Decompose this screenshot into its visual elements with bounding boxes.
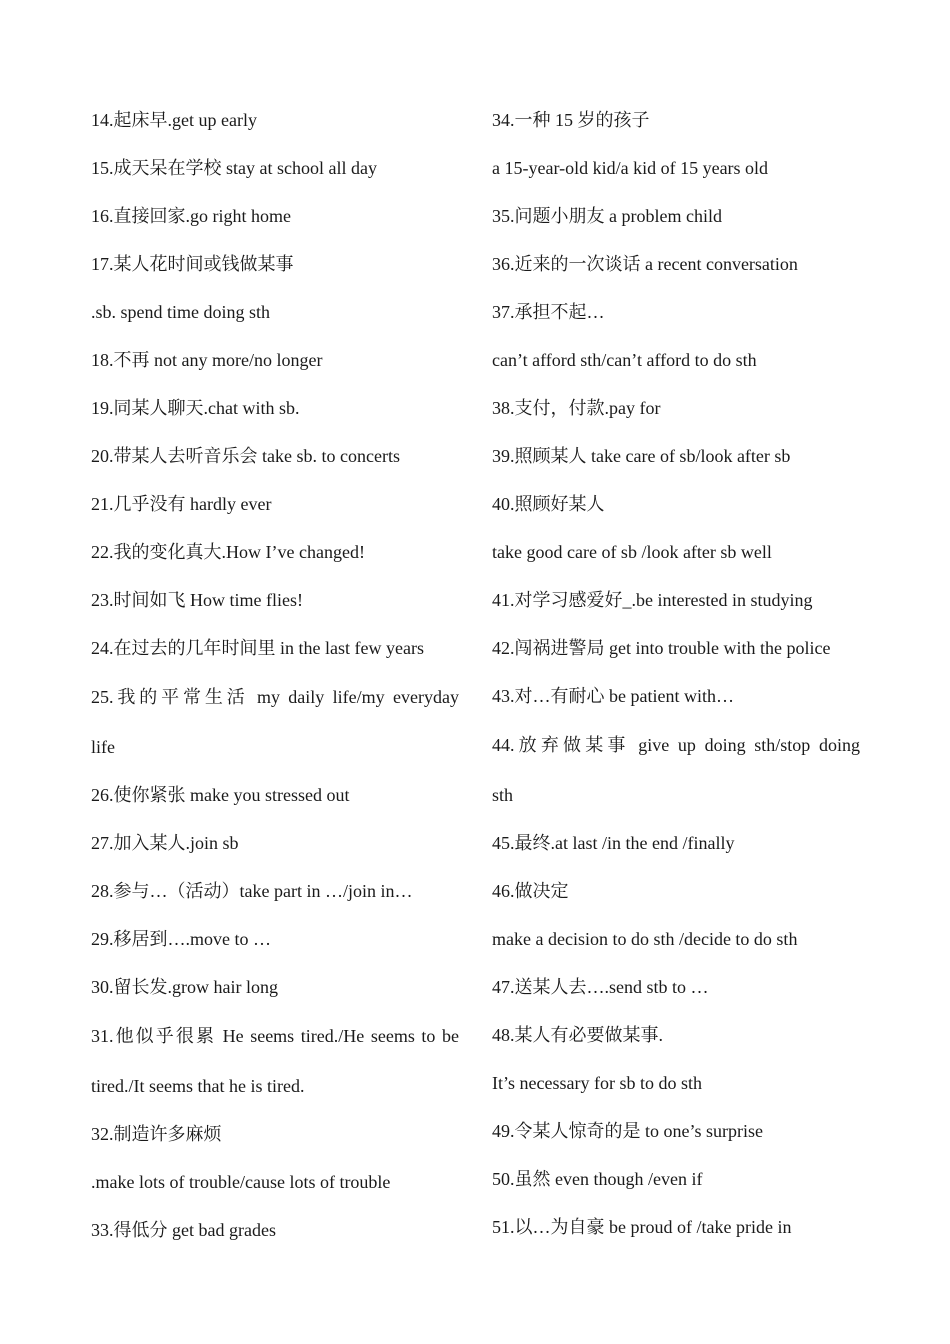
vocab-line: 40.照顾好某人 (492, 494, 605, 514)
vocab-line: 49.令某人惊奇的是 to one’s surprise (492, 1121, 763, 1141)
vocab-line: can’t afford sth/can’t afford to do sth (492, 350, 757, 370)
vocab-line: 33.得低分 get bad grades (91, 1220, 276, 1240)
vocab-line: 28.参与…（活动）take part in …/join in… (91, 881, 413, 901)
vocab-line: 16.直接回家.go right home (91, 206, 291, 226)
vocab-line: take good care of sb /look after sb well (492, 542, 772, 562)
vocab-line: 43.对…有耐心 be patient with… (492, 686, 734, 706)
vocab-line: 34.一种 15 岁的孩子 (492, 110, 650, 130)
vocab-line: 17.某人花时间或钱做某事 (91, 254, 294, 274)
vocab-line: tired./It seems that he is tired. (91, 1076, 305, 1096)
vocab-line: 38.支付，付款.pay for (492, 398, 661, 418)
vocab-line: 47.送某人去….send stb to … (492, 977, 709, 997)
vocab-line: 22.我的变化真大.How I’ve changed! (91, 542, 365, 562)
vocab-line: 14.起床早.get up early (91, 110, 257, 130)
vocab-line: 39.照顾某人 take care of sb/look after sb (492, 446, 791, 466)
vocab-line: make a decision to do sth /decide to do sth (492, 929, 798, 949)
vocab-line: 23.时间如飞 How time flies! (91, 590, 303, 610)
vocab-line: 30.留长发.grow hair long (91, 977, 278, 997)
vocab-line: 20.带某人去听音乐会 take sb. to concerts (91, 446, 400, 466)
vocab-line: 32.制造许多麻烦 (91, 1124, 222, 1144)
vocab-line: 19.同某人聊天.chat with sb. (91, 398, 300, 418)
vocab-line: .make lots of trouble/cause lots of trouble (91, 1172, 391, 1192)
vocab-line: 42.闯祸进警局 get into trouble with the police (492, 638, 831, 658)
vocab-line: 50.虽然 even though /even if (492, 1169, 703, 1189)
left-column (91, 96, 459, 1254)
vocab-line: 45.最终.at last /in the end /finally (492, 833, 735, 853)
vocab-line: 26.使你紧张 make you stressed out (91, 785, 350, 805)
right-column (492, 96, 860, 1251)
vocab-line: 27.加入某人.join sb (91, 833, 239, 853)
vocab-line: 41.对学习感爱好_.be interested in studying (492, 590, 813, 610)
vocab-line: 35.问题小朋友 a problem child (492, 206, 722, 226)
vocab-line: 15.成天呆在学校 stay at school all day (91, 158, 377, 178)
vocab-line: a 15-year-old kid/a kid of 15 years old (492, 158, 769, 178)
vocab-line: 37.承担不起… (492, 302, 605, 322)
vocab-line: 36.近来的一次谈话 a recent conversation (492, 254, 798, 274)
vocab-line: 31.他似乎很累 He seems tired./He seems to be (91, 1026, 459, 1046)
vocab-line: 21.几乎没有 hardly ever (91, 494, 272, 514)
vocab-line: 25.我的平常生活 my daily life/my everyday (91, 687, 459, 707)
vocab-line: life (91, 737, 115, 757)
vocab-line: sth (492, 785, 514, 805)
vocab-line: 44.放弃做某事 give up doing sth/stop doing (492, 735, 860, 755)
vocab-line: 24.在过去的几年时间里 in the last few years (91, 638, 424, 658)
vocab-line: 18.不再 not any more/no longer (91, 350, 323, 370)
vocab-line: 46.做决定 (492, 881, 569, 901)
vocab-line: 48.某人有必要做某事. (492, 1025, 663, 1045)
vocab-line: It’s necessary for sb to do sth (492, 1073, 702, 1093)
vocab-line: .sb. spend time doing sth (91, 302, 270, 322)
vocab-line: 29.移居到….move to … (91, 929, 271, 949)
vocab-line: 51.以…为自豪 be proud of /take pride in (492, 1217, 792, 1237)
